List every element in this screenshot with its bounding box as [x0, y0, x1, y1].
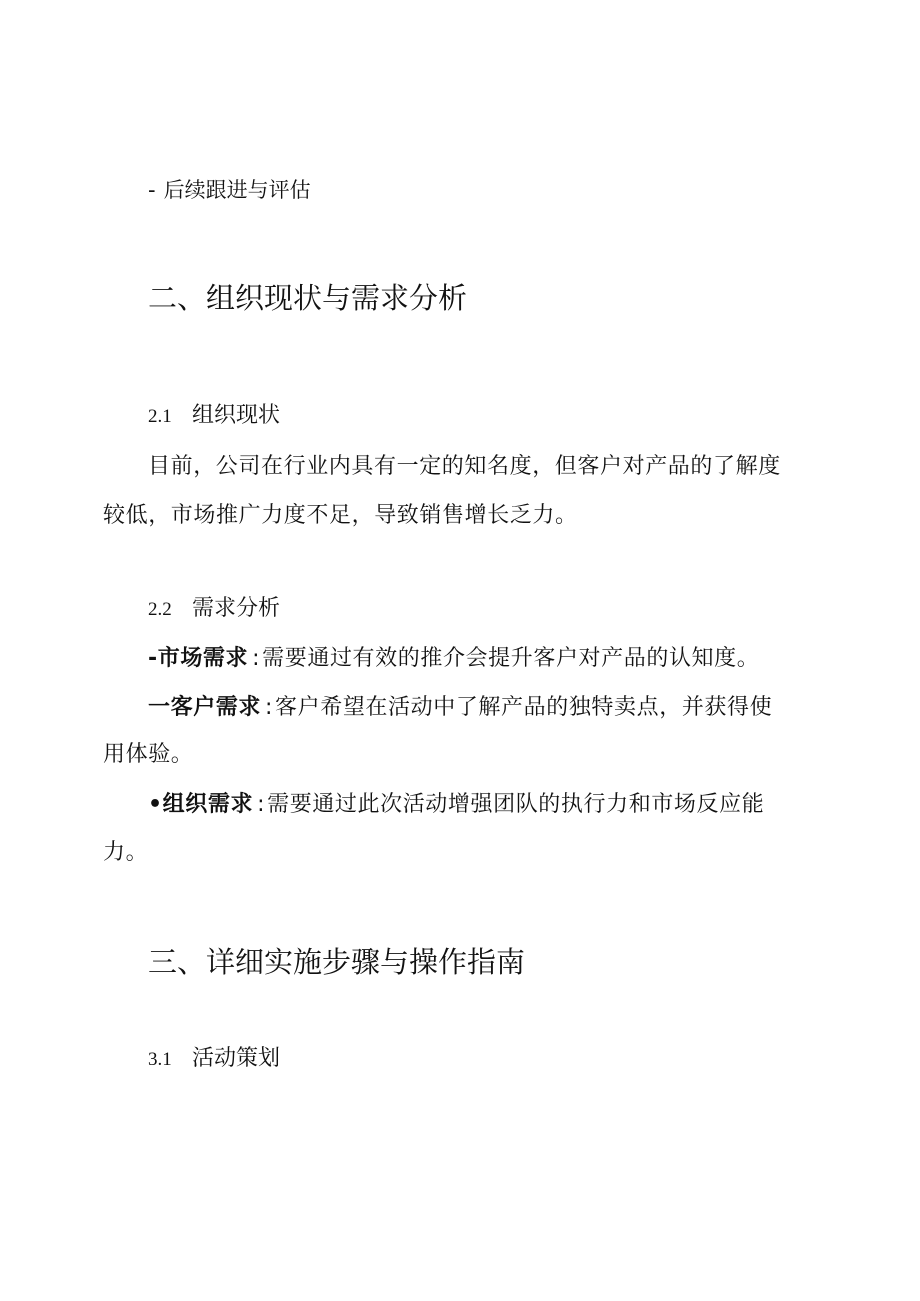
subsection-2-1-heading [148, 405, 280, 427]
intro-item-text: 后续跟进与评估 [163, 178, 311, 202]
need-item-colon: : [265, 695, 274, 720]
section-2-heading: 二、组织现状与需求分析 [148, 281, 468, 315]
subsection-title: 活动策划 [192, 1046, 281, 1071]
subsection-number: 2.1 [148, 406, 172, 427]
need-item-continuation: 力。 [103, 840, 149, 865]
need-item-customer [148, 697, 772, 719]
need-item-text: 客户希望在活动中了解产品的独特卖点，并获得使 [275, 695, 773, 720]
need-item-organization [148, 794, 764, 816]
subsection-3-1-heading [148, 1048, 280, 1070]
subsection-title: 需求分析 [192, 596, 281, 621]
need-item-colon: : [257, 792, 266, 817]
need-item-marker: 一 [148, 695, 171, 720]
section-3-heading: 三、详细实施步骤与操作指南 [148, 945, 526, 979]
subsection-number: 3.1 [148, 1049, 172, 1070]
need-item-label: 市场需求 [157, 646, 249, 671]
need-item-label: 组织需求 [162, 792, 254, 817]
need-item-colon: : [252, 646, 261, 671]
intro-list-item [148, 180, 311, 201]
need-item-marker: - [148, 646, 158, 671]
paragraph-line: 目前，公司在行业内具有一定的知名度，但客户对产品的了解度 [148, 454, 781, 479]
need-item-label: 客户需求 [170, 695, 262, 720]
subsection-number: 2.2 [148, 599, 172, 620]
need-item-continuation: 用体验。 [103, 742, 194, 767]
need-item-text: 需要通过有效的推介会提升客户对产品的认知度。 [262, 646, 760, 671]
paragraph-line: 较低，市场推广力度不足，导致销售增长乏力。 [103, 503, 578, 528]
need-item-market [148, 648, 759, 670]
subsection-title: 组织现状 [192, 403, 281, 428]
need-item-marker: • [148, 792, 163, 817]
subsection-2-2-heading [148, 598, 280, 620]
list-bullet: - [148, 178, 156, 202]
need-item-text: 需要通过此次活动增强团队的执行力和市场反应能 [267, 792, 765, 817]
